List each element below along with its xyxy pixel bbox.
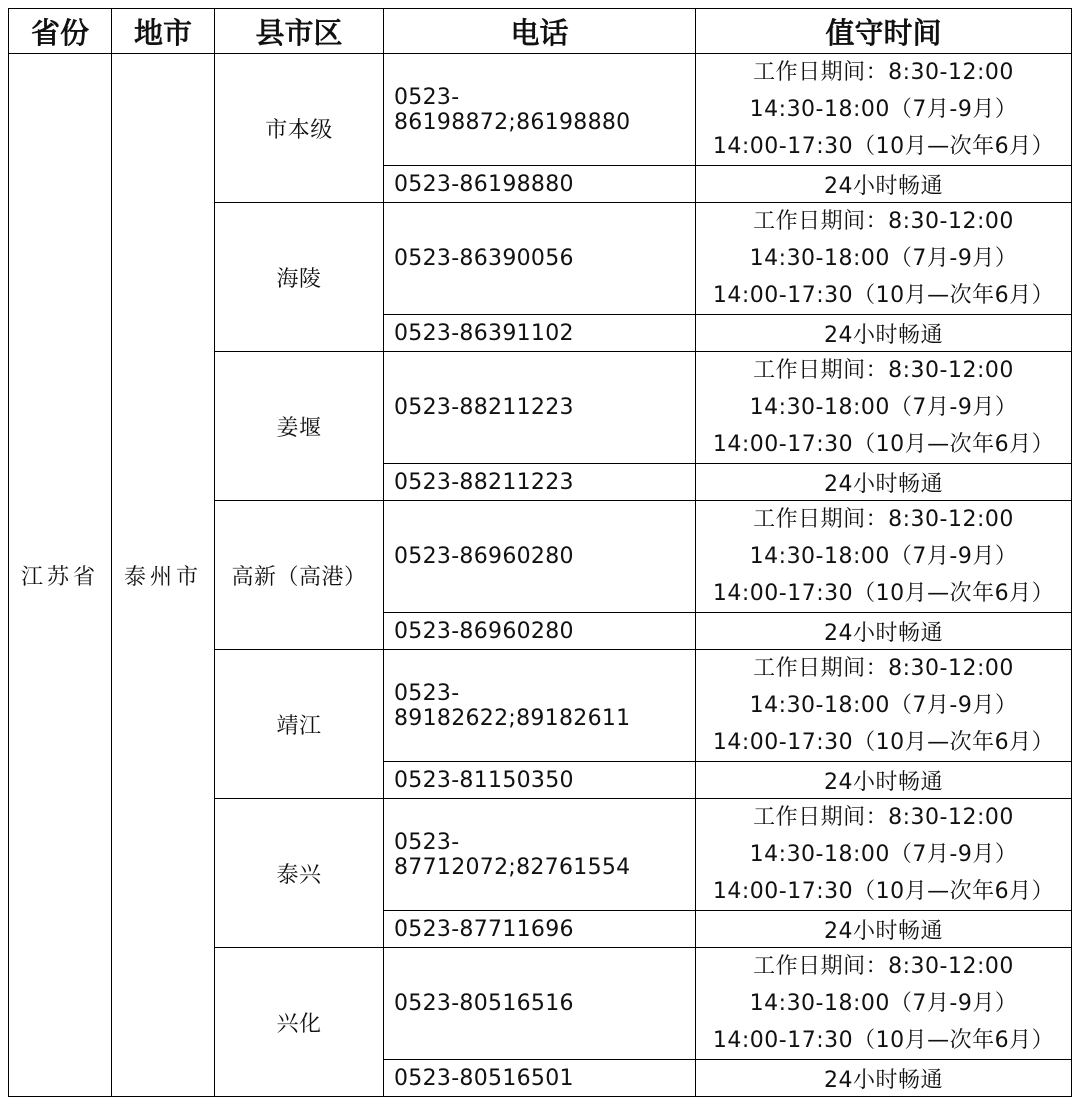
all-day-cell: 24小时畅通 bbox=[696, 911, 1072, 948]
phone-24h-cell: 0523-88211223 bbox=[384, 464, 696, 501]
hours-line-summer: 14:30-18:00（7月-9月） bbox=[749, 544, 1018, 569]
hours-cell bbox=[696, 650, 1072, 762]
all-day-cell: 24小时畅通 bbox=[696, 315, 1072, 352]
phone-main-cell: 0523-86198872;86198880 bbox=[384, 54, 696, 166]
hours-cell bbox=[696, 501, 1072, 613]
hours-cell bbox=[696, 948, 1072, 1060]
hours-line-workday: 工作日期间：8:30-12:00 bbox=[753, 656, 1014, 681]
district-cell: 市本级 bbox=[215, 54, 384, 203]
phone-24h-cell: 0523-80516501 bbox=[384, 1060, 696, 1097]
all-day-cell: 24小时畅通 bbox=[696, 166, 1072, 203]
district-cell: 高新（高港） bbox=[215, 501, 384, 650]
hours-line-summer: 14:30-18:00（7月-9月） bbox=[749, 693, 1018, 718]
phone-main-cell: 0523-86960280 bbox=[384, 501, 696, 613]
hours-line-workday: 工作日期间：8:30-12:00 bbox=[753, 358, 1014, 383]
hours-cell bbox=[696, 799, 1072, 911]
district-cell: 泰兴 bbox=[215, 799, 384, 948]
phone-24h-cell: 0523-86391102 bbox=[384, 315, 696, 352]
district-cell: 海陵 bbox=[215, 203, 384, 352]
city-cell: 泰州市 bbox=[112, 54, 215, 1097]
phone-main-cell: 0523-86390056 bbox=[384, 203, 696, 315]
hours-line-summer: 14:30-18:00（7月-9月） bbox=[749, 246, 1018, 271]
header-city: 地市 bbox=[112, 9, 215, 54]
header-province: 省份 bbox=[9, 9, 112, 54]
hours-line-summer: 14:30-18:00（7月-9月） bbox=[749, 842, 1018, 867]
phone-24h-cell: 0523-86198880 bbox=[384, 166, 696, 203]
header-district: 县市区 bbox=[215, 9, 384, 54]
hours-line-winter: 14:00-17:30（10月—次年6月） bbox=[712, 581, 1055, 606]
hours-cell bbox=[696, 203, 1072, 315]
all-day-cell: 24小时畅通 bbox=[696, 613, 1072, 650]
hours-line-workday: 工作日期间：8:30-12:00 bbox=[753, 209, 1014, 234]
phone-main-cell: 0523-87712072;82761554 bbox=[384, 799, 696, 911]
phone-24h-cell: 0523-87711696 bbox=[384, 911, 696, 948]
table-body bbox=[9, 54, 1072, 1097]
district-cell: 兴化 bbox=[215, 948, 384, 1097]
hours-line-summer: 14:30-18:00（7月-9月） bbox=[749, 97, 1018, 122]
duty-phone-table bbox=[8, 8, 1072, 1097]
district-cell: 姜堰 bbox=[215, 352, 384, 501]
hours-line-winter: 14:00-17:30（10月—次年6月） bbox=[712, 879, 1055, 904]
all-day-cell: 24小时畅通 bbox=[696, 1060, 1072, 1097]
hours-line-workday: 工作日期间：8:30-12:00 bbox=[753, 954, 1014, 979]
phone-24h-cell: 0523-81150350 bbox=[384, 762, 696, 799]
hours-line-workday: 工作日期间：8:30-12:00 bbox=[753, 507, 1014, 532]
district-cell: 靖江 bbox=[215, 650, 384, 799]
hours-cell bbox=[696, 54, 1072, 166]
phone-24h-cell: 0523-86960280 bbox=[384, 613, 696, 650]
hours-line-workday: 工作日期间：8:30-12:00 bbox=[753, 60, 1014, 85]
province-cell: 江苏省 bbox=[9, 54, 112, 1097]
hours-line-winter: 14:00-17:30（10月—次年6月） bbox=[712, 432, 1055, 457]
header-hours: 值守时间 bbox=[696, 9, 1072, 54]
hours-line-winter: 14:00-17:30（10月—次年6月） bbox=[712, 134, 1055, 159]
phone-main-cell: 0523-80516516 bbox=[384, 948, 696, 1060]
hours-line-winter: 14:00-17:30（10月—次年6月） bbox=[712, 1028, 1055, 1053]
phone-main-cell: 0523-88211223 bbox=[384, 352, 696, 464]
hours-line-winter: 14:00-17:30（10月—次年6月） bbox=[712, 730, 1055, 755]
all-day-cell: 24小时畅通 bbox=[696, 762, 1072, 799]
hours-line-winter: 14:00-17:30（10月—次年6月） bbox=[712, 283, 1055, 308]
hours-line-summer: 14:30-18:00（7月-9月） bbox=[749, 991, 1018, 1016]
header-phone: 电话 bbox=[384, 9, 696, 54]
table-row bbox=[9, 54, 1072, 166]
all-day-cell: 24小时畅通 bbox=[696, 464, 1072, 501]
phone-main-cell: 0523-89182622;89182611 bbox=[384, 650, 696, 762]
header-row bbox=[9, 9, 1072, 54]
hours-cell bbox=[696, 352, 1072, 464]
hours-line-summer: 14:30-18:00（7月-9月） bbox=[749, 395, 1018, 420]
hours-line-workday: 工作日期间：8:30-12:00 bbox=[753, 805, 1014, 830]
